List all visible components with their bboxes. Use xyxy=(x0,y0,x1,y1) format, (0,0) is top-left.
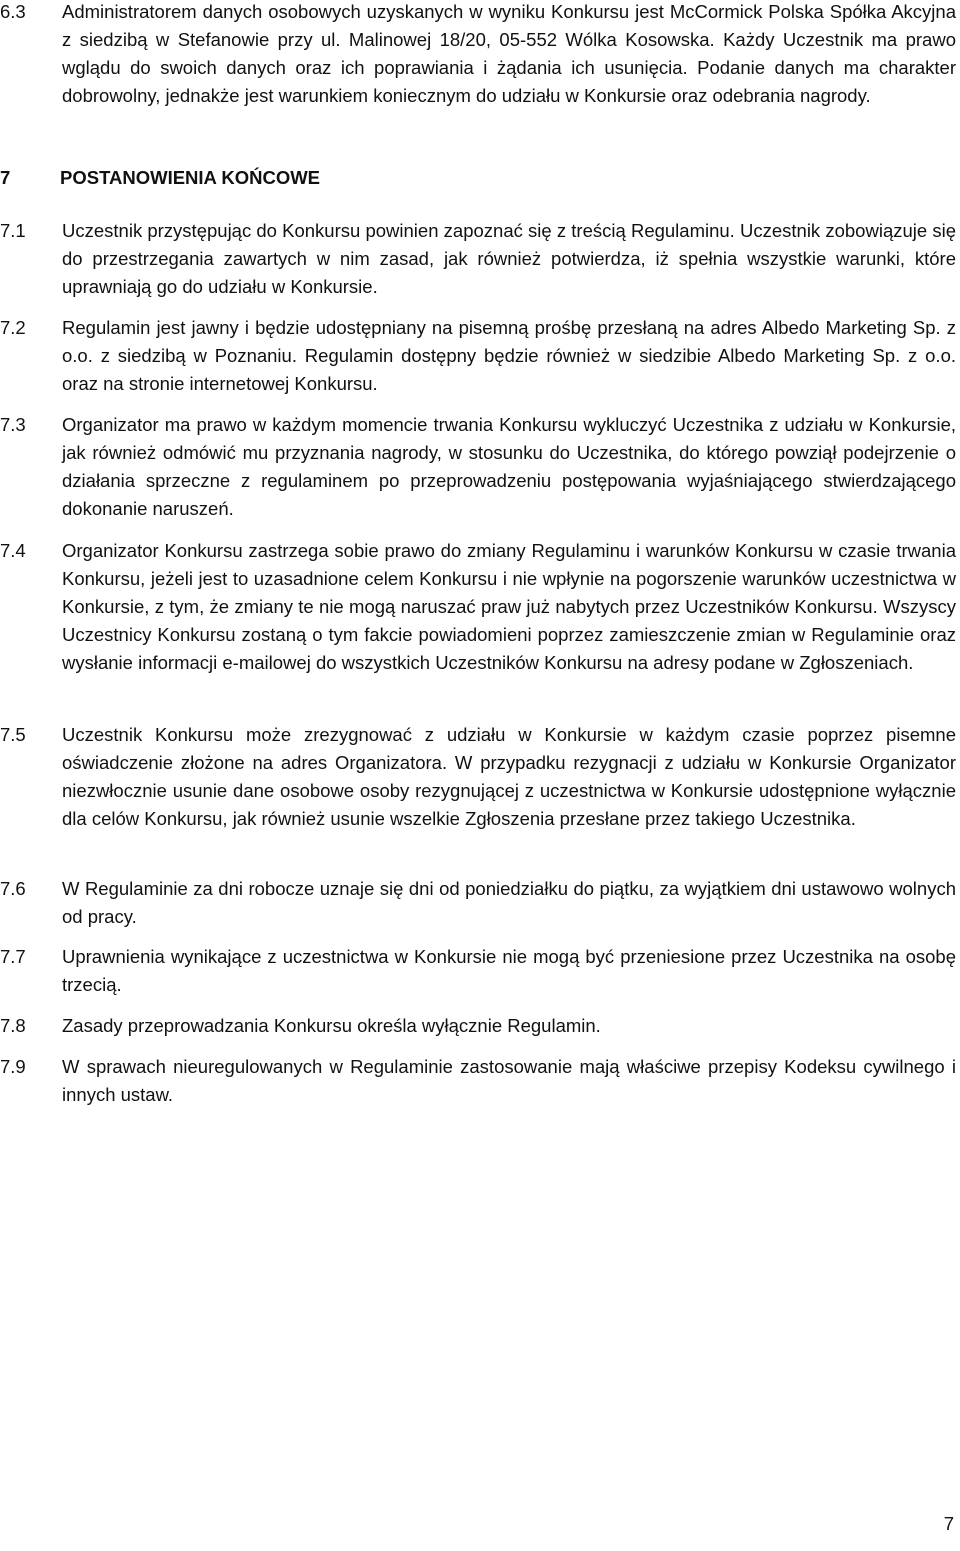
clause-text: W sprawach nieuregulowanych w Regulaminie zastosowanie mają właściwe przepisy Kodeksu cywilnego i innych ustaw. xyxy=(62,1056,956,1105)
page-number: 7 xyxy=(943,1513,954,1534)
clause-text: Organizator Konkursu zastrzega sobie prawo do zmiany Regulaminu i warunków Konkursu w czasie trwania Konkursu, jeżeli jest to uzasadnione celem Konkursu i nie wpłynie na pogorszenie warunków uczestnictwa w Konkursie, z tym, że zmiany te nie mogą naruszać praw już nabytych przez Uczestników Konkursu. Wszyscy Uczestnicy Konkursu zostaną o tym fakcie powiadomieni poprzez zamieszczenie zmian w Regulaminie oraz wysłanie informacji e-mailowej do wszystkich Uczestników Konkursu na adresy podane w Zgłoszeniach. xyxy=(62,540,956,673)
clause-7-7 xyxy=(0,943,960,999)
section-number: 7 xyxy=(0,167,11,188)
clause-text: Regulamin jest jawny i będzie udostępniany na pisemną prośbę przesłaną na adres Albedo Marketing Sp. z o.o. z siedzibą w Poznaniu. Regulamin dostępny będzie również w siedzibie Albedo Marketing Sp. z o.o. oraz na stronie internetowej Konkursu. xyxy=(62,317,956,394)
section-heading xyxy=(0,164,320,192)
clause-number: 7.5 xyxy=(0,724,26,745)
clause-number: 7.4 xyxy=(0,540,26,561)
clause-text: Administratorem danych osobowych uzyskanych w wyniku Konkursu jest McCormick Polska Spółka Akcyjna z siedzibą w Stefanowie przy ul. Malinowej 18/20, 05-552 Wólka Kosowska. Każdy Uczestnik ma prawo wglądu do swoich danych oraz ich poprawiania i żądania ich usunięcia. Podanie danych ma charakter dobrowolny, jednakże jest warunkiem koniecznym do udziału w Konkursie oraz odebrania nagrody. xyxy=(62,1,956,106)
clause-number: 6.3 xyxy=(0,1,26,22)
clause-number: 7.9 xyxy=(0,1056,26,1077)
clause-number: 7.6 xyxy=(0,878,26,899)
clause-number: 7.7 xyxy=(0,946,26,967)
clause-number: 7.1 xyxy=(0,220,26,241)
clause-text: Uczestnik Konkursu może zrezygnować z udziału w Konkursie w każdym czasie poprzez pisemne oświadczenie złożone na adres Organizatora. W przypadku rezygnacji z udziału w Konkursie Organizator niezwłocznie usunie dane osobowe osoby rezygnującej z uczestnictwa w Konkursie udostępnione wyłącznie dla celów Konkursu, jak również usunie wszelkie Zgłoszenia przesłane przez takiego Uczestnika. xyxy=(62,724,956,829)
clause-text: W Regulaminie za dni robocze uznaje się dni od poniedziałku do piątku, za wyjątkiem dni ustawowo wolnych od pracy. xyxy=(62,878,956,927)
section-title: POSTANOWIENIA KOŃCOWE xyxy=(60,167,321,188)
clause-7-8 xyxy=(0,1012,960,1040)
clause-7-1 xyxy=(0,217,960,301)
clause-text: Organizator ma prawo w każdym momencie trwania Konkursu wykluczyć Uczestnika z udziału w Konkursie, jak również odmówić mu przyznania nagrody, w stosunku do Uczestnika, do którego powziął podejrzenie o działania sprzeczne z regulaminem po przeprowadzeniu postępowania wyjaśniającego stwierdzającego dokonanie naruszeń. xyxy=(62,414,956,519)
clause-7-2 xyxy=(0,314,960,398)
clause-7-9 xyxy=(0,1053,960,1109)
clause-7-4 xyxy=(0,537,960,677)
clause-text: Uprawnienia wynikające z uczestnictwa w Konkursie nie mogą być przeniesione przez Uczestnika na osobę trzecią. xyxy=(62,946,956,995)
clause-number: 7.2 xyxy=(0,317,26,338)
clause-number: 7.8 xyxy=(0,1015,26,1036)
clause-text: Uczestnik przystępując do Konkursu powinien zapoznać się z treścią Regulaminu. Uczestnik zobowiązuje się do przestrzegania zawartych w nim zasad, jak również potwierdza, iż spełnia wszystkie warunki, które uprawniają go do udziału w Konkursie. xyxy=(62,220,956,297)
clause-text: Zasady przeprowadzania Konkursu określa wyłącznie Regulamin. xyxy=(62,1015,601,1036)
clause-7-3 xyxy=(0,411,960,523)
clause-number: 7.3 xyxy=(0,414,26,435)
clause-7-5 xyxy=(0,721,960,833)
clause-7-6 xyxy=(0,875,960,931)
clause-6-3 xyxy=(0,0,960,110)
